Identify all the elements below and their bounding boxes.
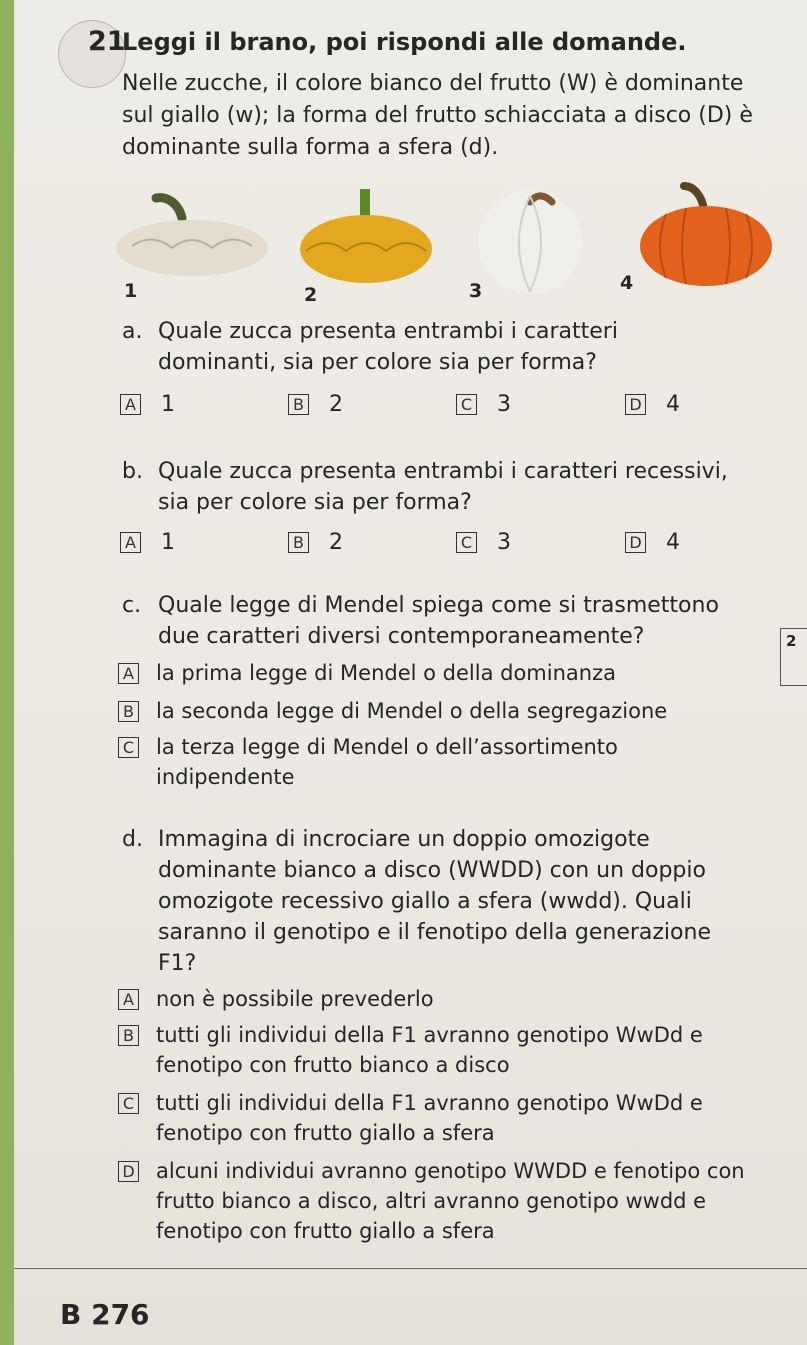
pumpkin-4-image [636, 178, 776, 290]
option-d-A[interactable] [123, 984, 756, 1014]
answer-checkbox[interactable]: C [118, 1093, 139, 1114]
question-a [122, 316, 742, 378]
pumpkin-2-label: 2 [304, 284, 318, 306]
pumpkin-3-body [478, 190, 582, 294]
answer-checkbox[interactable]: D [625, 394, 646, 415]
answer-checkbox[interactable]: D [625, 532, 646, 553]
answer-checkbox[interactable]: C [118, 737, 139, 758]
pumpkin-1-label: 1 [124, 280, 138, 302]
option-value: 2 [329, 530, 343, 555]
page-number: B 276 [60, 1298, 150, 1331]
pumpkin-3-image [474, 182, 589, 297]
option-value: 3 [497, 530, 511, 555]
option-value: 1 [161, 530, 175, 555]
pumpkin-2-body [300, 215, 432, 283]
score-value: 2 [786, 632, 797, 650]
pumpkin-1-image [112, 188, 272, 283]
answer-checkbox[interactable]: C [456, 532, 477, 553]
answer-checkbox[interactable]: A [118, 989, 139, 1010]
option-a-A[interactable] [120, 392, 175, 417]
pumpkin-2-image [296, 185, 436, 295]
question-text: Immagina di incrociare un doppio omozigote dominante bianco a disco (WWDD) con un doppio omozigote recessivo giallo a sfera (wwdd). Quali saranno il genotipo e il fenotipo della generazione F1? [158, 827, 711, 976]
answer-checkbox[interactable]: B [118, 701, 139, 722]
answer-checkbox[interactable]: B [118, 1025, 139, 1046]
option-value: tutti gli individui della F1 avranno genotipo WwDd e fenotipo con frutto giallo a sfera [156, 1091, 703, 1145]
option-c-C[interactable] [122, 732, 756, 792]
exercise-number: 21 [88, 26, 126, 57]
option-value: la seconda legge di Mendel o della segregazione [156, 699, 668, 723]
answer-checkbox[interactable]: C [456, 394, 477, 415]
option-value: 2 [329, 392, 343, 417]
question-letter: a. [122, 319, 143, 344]
option-a-C[interactable] [456, 392, 511, 417]
page-edge-band [0, 0, 14, 1345]
pumpkin-4-label: 4 [620, 272, 634, 294]
option-d-D[interactable] [122, 1156, 756, 1246]
question-letter: d. [122, 827, 143, 852]
pumpkin-3-label: 3 [469, 280, 483, 302]
option-a-D[interactable] [625, 392, 680, 417]
question-text: Quale zucca presenta entrambi i caratteri recessivi, sia per colore sia per forma? [158, 459, 728, 515]
question-text: Quale legge di Mendel spiega come si trasmettono due caratteri diversi contemporaneamente? [158, 593, 719, 649]
footer-divider [14, 1268, 807, 1269]
question-letter: c. [122, 593, 142, 618]
option-b-C[interactable] [456, 530, 511, 555]
option-value: 1 [161, 392, 175, 417]
option-b-D[interactable] [625, 530, 680, 555]
exercise-intro: Nelle zucche, il colore bianco del frutto (W) è dominante sul giallo (w); la forma del frutto schiacciata a disco (D) è dominante sulla forma a sfera (d). [122, 71, 753, 160]
option-d-C[interactable] [122, 1088, 756, 1148]
option-value: alcuni individui avranno genotipo WWDD e fenotipo con frutto bianco a disco, altri avranno genotipo wwdd e fenotipo con frutto giallo a sfera [156, 1159, 745, 1243]
question-d [122, 824, 742, 979]
question-b [122, 456, 742, 518]
option-b-B[interactable] [288, 530, 343, 555]
question-letter: b. [122, 459, 143, 484]
option-value: 4 [666, 392, 680, 417]
exercise-title: Leggi il brano, poi rispondi alle domande. [122, 28, 687, 56]
answer-checkbox[interactable]: A [118, 663, 139, 684]
question-text: Quale zucca presenta entrambi i caratteri dominanti, sia per colore sia per forma? [158, 319, 618, 375]
answer-checkbox[interactable]: A [120, 532, 141, 553]
option-b-A[interactable] [120, 530, 175, 555]
answer-checkbox[interactable]: B [288, 394, 309, 415]
option-d-B[interactable] [123, 1020, 756, 1080]
option-c-B[interactable] [123, 696, 756, 726]
pumpkin-1-body [116, 220, 268, 276]
answer-checkbox[interactable]: B [288, 532, 309, 553]
option-a-B[interactable] [288, 392, 343, 417]
answer-checkbox[interactable]: D [118, 1161, 139, 1182]
option-value: non è possibile prevederlo [156, 987, 434, 1011]
question-c [122, 590, 742, 652]
option-c-A[interactable] [123, 658, 756, 688]
answer-checkbox[interactable]: A [120, 394, 141, 415]
option-value: tutti gli individui della F1 avranno genotipo WwDd e fenotipo con frutto bianco a disco [156, 1023, 703, 1077]
option-value: 3 [497, 392, 511, 417]
option-value: la prima legge di Mendel o della dominanza [156, 661, 616, 685]
option-value: 4 [666, 530, 680, 555]
option-value: la terza legge di Mendel o dell’assortimento indipendente [156, 735, 618, 789]
